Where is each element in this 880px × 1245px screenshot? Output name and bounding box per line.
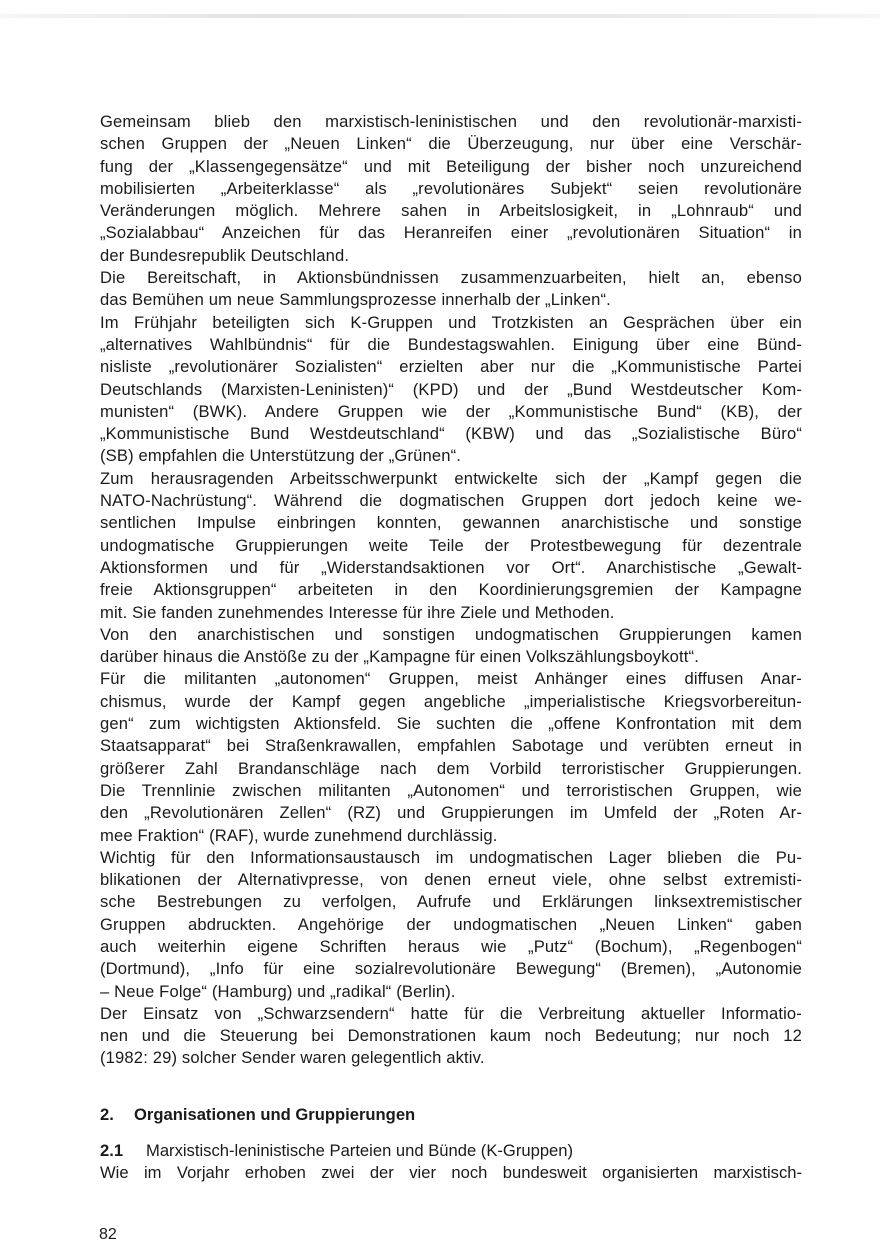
text-line: Für die militanten „autonomen“ Gruppen, meist Anhänger eines diffusen Anar- xyxy=(100,669,802,689)
text-line: Gemeinsam blieb den marxistisch-leninistischen und den revolutionär-marxisti- xyxy=(100,112,802,131)
text-line: mit. Sie fanden zunehmendes Interesse für ihre Ziele und Methoden. xyxy=(100,602,615,622)
text-line: Die Bereitschaft, in Aktionsbündnissen zusammenzuarbeiten, hielt an, ebenso xyxy=(100,268,802,288)
text-line: „Sozialabbau“ Anzeichen für das Heranreifen einer „revolutionären Situation“ in xyxy=(100,223,802,243)
page-edge-shadow xyxy=(0,14,880,18)
continuation-line: Wie im Vorjahr erhoben zwei der vier noch bundesweit organisierten marxistisch- xyxy=(100,1162,802,1182)
paragraph xyxy=(100,668,802,846)
text-line: Gruppen abdruckten. Angehörige der undogmatischen „Neuen Linken“ gaben xyxy=(100,914,802,934)
text-line: (SB) empfahlen die Unterstützung der „Grünen“. xyxy=(100,446,462,466)
text-line: sentlichen Impulse einbringen konnten, gewannen anarchistische und sonstige xyxy=(100,513,802,533)
text-line: blikationen der Alternativpresse, von denen erneut viele, ohne selbst extremisti- xyxy=(100,870,802,890)
text-line: gen“ zum wichtigsten Aktionsfeld. Sie suchten die „offene Konfrontation mit dem xyxy=(100,714,802,734)
text-line: Deutschlands (Marxisten-Leninisten)“ (KPD) und der „Bund Westdeutscher Kom- xyxy=(100,379,802,399)
paragraph xyxy=(100,111,802,267)
paragraph xyxy=(100,267,802,312)
text-line: schen Gruppen der „Neuen Linken“ die Überzeugung, nur über eine Verschär- xyxy=(100,134,802,154)
text-line: Im Frühjahr beteiligten sich K-Gruppen und Trotzkisten an Gesprächen über ein xyxy=(100,312,802,332)
text-line: Staatsapparat“ bei Straßenkrawallen, empfahlen Sabotage und verübten erneut in xyxy=(100,736,802,756)
subsection-title: Marxistisch-leninistische Parteien und Bünde (K-Gruppen) xyxy=(146,1140,574,1160)
paragraph xyxy=(100,624,802,669)
text-line: auch weiterhin eigene Schriften heraus wie „Putz“ (Bochum), „Regenbogen“ xyxy=(100,936,802,956)
text-line: der Bundesrepublik Deutschland. xyxy=(100,245,350,265)
text-line: nisliste „revolutionärer Sozialisten“ erzielten aber nur die „Kommunistische Partei xyxy=(100,357,802,377)
text-line: das Bemühen um neue Sammlungsprozesse innerhalb der „Linken“. xyxy=(100,290,611,310)
text-line: sche Bestrebungen zu verfolgen, Aufrufe und Erklärungen linksextremistischer xyxy=(100,892,802,912)
text-line: undogmatische Gruppierungen weite Teile der Protestbewegung für dezentrale xyxy=(100,535,802,555)
section-heading xyxy=(100,1104,802,1126)
document-page xyxy=(100,111,802,1184)
text-line: (Dortmund), „Info für eine sozialrevolutionäre Bewegung“ (Bremen), „Autonomie xyxy=(100,959,802,979)
section-title: Organisationen und Gruppierungen xyxy=(134,1104,416,1124)
text-line: NATO-Nachrüstung“. Während die dogmatischen Gruppen dort jedoch keine we- xyxy=(100,491,802,511)
text-line: den „Revolutionären Zellen“ (RZ) und Gruppierungen im Umfeld der „Roten Ar- xyxy=(100,803,802,823)
page-number: 82 xyxy=(99,1226,117,1243)
text-line: munisten“ (BWK). Andere Gruppen wie der „Kommunistische Bund“ (KB), der xyxy=(100,401,802,421)
text-line: nen und die Steuerung bei Demonstrationen kaum noch Bedeutung; nur noch 12 xyxy=(100,1026,802,1046)
text-line: „alternatives Wahlbündnis“ für die Bundestagswahlen. Einigung über eine Bünd- xyxy=(100,334,802,354)
text-line: „Kommunistische Bund Westdeutschland“ (KBW) und das „Sozialistische Büro“ xyxy=(100,424,802,444)
text-line: mobilisierten „Arbeiterklasse“ als „revolutionäres Subjekt“ seien revolutionäre xyxy=(100,178,802,198)
text-line: – Neue Folge“ (Hamburg) und „radikal“ (Berlin). xyxy=(100,981,456,1001)
text-line: Der Einsatz von „Schwarzsendern“ hatte für die Verbreitung aktueller Informatio- xyxy=(100,1003,802,1023)
section-number: 2. xyxy=(100,1104,114,1124)
text-line: fung der „Klassengegensätze“ und mit Beteiligung der bisher noch unzureichend xyxy=(100,156,802,176)
paragraph xyxy=(100,468,802,624)
subsection-heading xyxy=(100,1140,802,1162)
text-line: freie Aktionsgruppen“ arbeiteten in den Koordinierungsgremien der Kampagne xyxy=(100,580,802,600)
paragraph xyxy=(100,312,802,468)
text-line: Veränderungen möglich. Mehrere sahen in Arbeitslosigkeit, in „Lohnraub“ und xyxy=(100,201,802,221)
text-line: Aktionsformen und für „Widerstandsaktionen vor Ort“. Anarchistische „Gewalt- xyxy=(100,557,802,577)
text-line: Wichtig für den Informationsaustausch im undogmatischen Lager blieben die Pu- xyxy=(100,847,802,867)
text-line: Zum herausragenden Arbeitsschwerpunkt entwickelte sich der „Kampf gegen die xyxy=(100,468,802,488)
subsection-number: 2.1 xyxy=(100,1140,124,1160)
text-line: (1982: 29) solcher Sender waren gelegentlich aktiv. xyxy=(100,1048,485,1068)
text-line: chismus, wurde der Kampf gegen angebliche „imperialistische Kriegsvorbereitun- xyxy=(100,691,802,711)
paragraph xyxy=(100,847,802,1003)
paragraph xyxy=(100,1003,802,1070)
text-line: darüber hinaus die Anstöße zu der „Kampagne für einen Volkszählungsboykott“. xyxy=(100,647,699,667)
text-line: mee Fraktion“ (RAF), wurde zunehmend durchlässig. xyxy=(100,825,498,845)
body-text xyxy=(100,111,802,1070)
text-line: Die Trennlinie zwischen militanten „Autonomen“ und terroristischen Gruppen, wie xyxy=(100,780,802,800)
text-line: Von den anarchistischen und sonstigen undogmatischen Gruppierungen kamen xyxy=(100,624,802,644)
text-line: größerer Zahl Brandanschläge nach dem Vorbild terroristischer Gruppierungen. xyxy=(100,758,802,778)
